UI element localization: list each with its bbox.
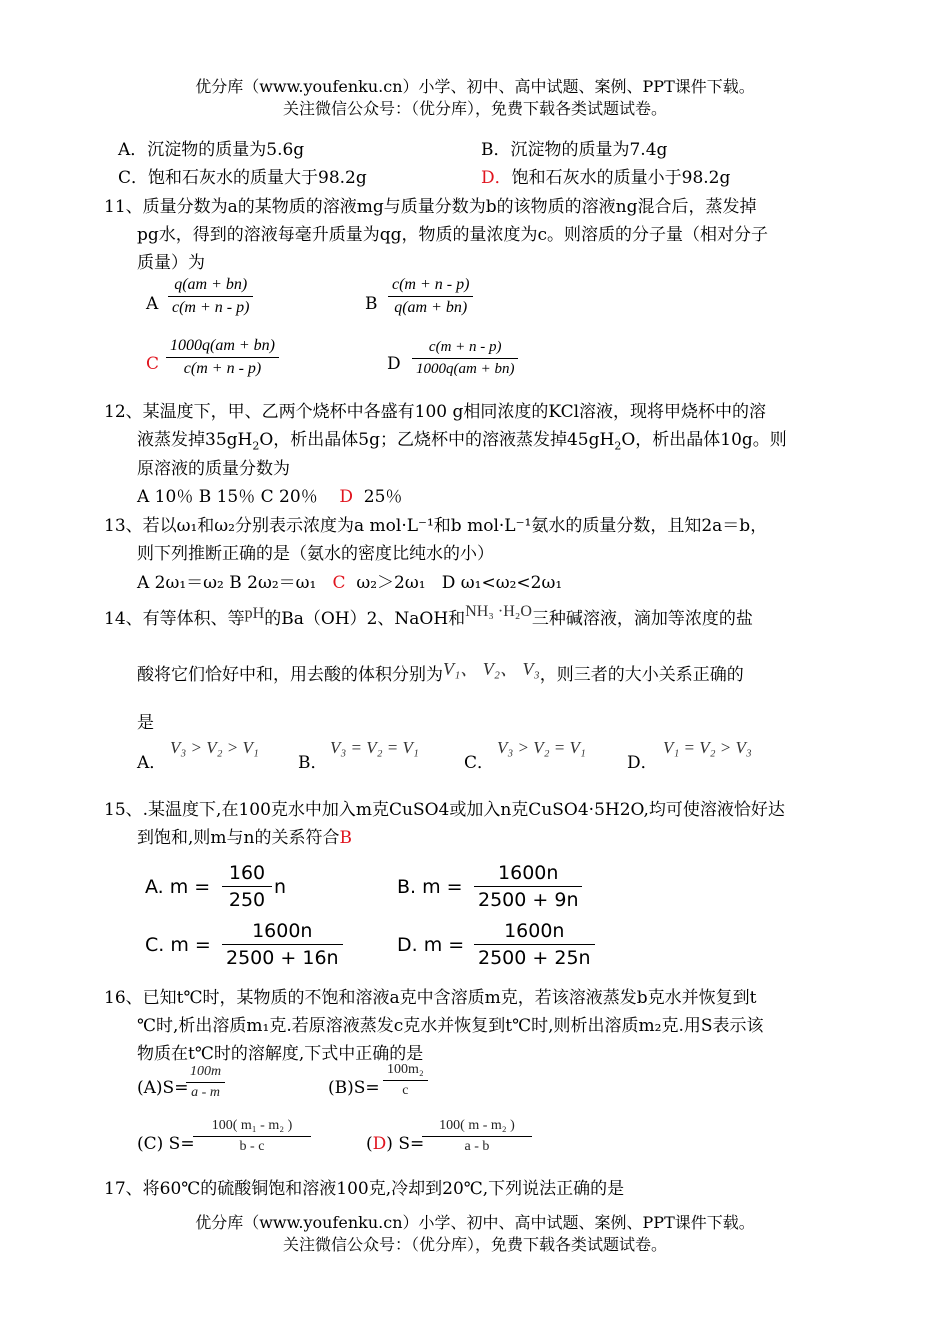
q14-stem-line-3: 是	[137, 713, 154, 733]
q11-option-b-label: B	[365, 294, 378, 314]
q11-d-denominator: 1000q(am + bn)	[416, 361, 515, 377]
q11-c-numerator: 1000q(am + bn)	[166, 337, 279, 358]
q14-line2-part2: ，则三者的大小关系正确的	[539, 665, 744, 685]
q11-option-a-fraction	[168, 276, 253, 317]
q12-line2-part3: O，析出晶体10g。则	[621, 430, 787, 450]
q15-d-denominator: 2500 + 25n	[478, 947, 591, 969]
q17-stem-line-1: 17、将60℃的硫酸铜饱和溶液100克,冷却到20℃,下列说法正确的是	[104, 1179, 625, 1199]
q11-stem-line-2: pg水，得到的溶液每毫升质量为qg，物质的量浓度为c。则溶质的分子量（相对分子	[137, 225, 769, 245]
q15-option-c-fraction	[222, 920, 343, 969]
q11-option-c-fraction	[166, 337, 279, 378]
q11-c-denominator: c(m + n - p)	[183, 360, 262, 377]
q12-line2-part2: O，析出晶体5g；乙烧杯中的溶液蒸发掉45gH	[259, 430, 615, 450]
q14-option-d-label: D．	[627, 753, 658, 773]
q14-option-b-expr: V₃ = V₂ = V₁	[330, 738, 419, 757]
q16-option-d-label	[366, 1134, 424, 1154]
q12-answer-marker: D	[339, 487, 353, 507]
q10-option-d-text: 饱和石灰水的质量小于98.2g	[511, 168, 731, 188]
q15-b-denominator: 2500 + 9n	[478, 889, 579, 911]
q15-line2-text: 到饱和,则m与n的关系符合	[137, 828, 340, 848]
q16-d-denominator: a - b	[464, 1139, 490, 1154]
q14-stem-line-2	[137, 660, 744, 686]
q14-line1-part3: 三种碱溶液，滴加等浓度的盐	[531, 609, 753, 629]
q14-nh3-formula: NH₃ ·H₂O	[465, 603, 532, 620]
q11-option-a-label: A	[146, 294, 159, 314]
q13-option-c-text: ω₂＞2ω₁	[356, 573, 426, 593]
q10-option-d	[481, 163, 730, 188]
q15-option-a-prefix: A. m =	[145, 876, 211, 898]
q13-option-d: D ω₁<ω₂<2ω₁	[441, 573, 563, 593]
q15-stem-line-2	[137, 823, 352, 848]
q13-options	[137, 568, 562, 593]
q16-c-denominator: b - c	[239, 1139, 265, 1154]
q14-option-c-label: C．	[464, 753, 495, 773]
q16-d-numerator: 100( m - m₂ )	[422, 1118, 532, 1137]
q12-options	[137, 482, 402, 507]
q16-option-b-label: (B)S=	[328, 1078, 380, 1098]
q11-a-numerator: q(am + bn)	[168, 276, 253, 297]
q15-option-d-fraction	[474, 920, 595, 969]
q11-b-numerator: c(m + n - p)	[388, 276, 473, 297]
q11-option-b-fraction	[388, 276, 473, 317]
q16-stem-line-3: 物质在t℃时的溶解度,下式中正确的是	[137, 1044, 424, 1064]
q16-b-denominator: c	[402, 1083, 409, 1098]
q16-option-c-label: (C) S=	[137, 1134, 195, 1154]
q15-a-numerator: 160	[222, 862, 272, 887]
q12-stem-line-3: 原溶液的质量分数为	[137, 459, 290, 479]
q16-b-numerator: 100m₂	[383, 1062, 428, 1081]
q11-stem-line-3: 质量）为	[137, 253, 205, 273]
q10-option-a: A．沉淀物的质量为5.6g	[118, 140, 305, 160]
q15-option-b-prefix: B. m =	[397, 876, 463, 898]
q16-answer-marker: D	[372, 1134, 387, 1154]
q15-option-a-fraction	[222, 862, 272, 911]
q14-ph-symbol: pH	[244, 605, 265, 622]
q15-option-c-prefix: C. m =	[145, 934, 211, 956]
q16-option-d-label-rest: ) S=	[386, 1134, 425, 1154]
q13-stem-line-2: 则下列推断正确的是（氨水的密度比纯水的小）	[137, 544, 494, 564]
q10-option-c: C．饱和石灰水的质量大于98.2g	[118, 168, 367, 188]
q15-b-numerator: 1600n	[474, 862, 582, 887]
q14-line1-part2: 的Ba（OH）2、NaOH和	[264, 609, 466, 629]
q16-c-numerator: 100( m₁ - m₂ )	[193, 1118, 311, 1137]
q16-stem-line-1: 16、已知t℃时，某物质的不饱和溶液a克中含溶质m克，若该溶液蒸发b克水并恢复到t	[104, 988, 757, 1008]
q13-options-ab: A 2ω₁＝ω₂ B 2ω₂＝ω₁	[137, 573, 317, 593]
footer-line-1: 优分库（www.youfenku.cn）小学、初中、高中试题、案例、PPT课件下载。	[195, 1213, 755, 1232]
q11-option-c-label: C	[146, 354, 160, 374]
q12-subscript-2: 2	[614, 439, 622, 453]
q15-c-denominator: 2500 + 16n	[226, 947, 339, 969]
q15-stem-line-1: 15、.某温度下,在100克水中加入m克CuSO4或加入n克CuSO4·5H2O,均可使溶液恰好达	[104, 800, 785, 820]
q14-line2-part1: 酸将它们恰好中和，用去酸的体积分别为	[137, 665, 443, 685]
q13-stem-line-1: 13、若以ω₁和ω₂分别表示浓度为a mol·L⁻¹和b mol·L⁻¹氨水的质量分数，且知2a＝b，	[104, 516, 768, 536]
q15-option-d-prefix: D. m =	[397, 934, 465, 956]
q14-stem-line-1	[104, 604, 753, 629]
q15-option-a-suffix: n	[274, 876, 287, 898]
q13-answer-marker: C	[332, 573, 346, 593]
q15-answer-marker: B	[339, 828, 352, 848]
q11-d-numerator: c(m + n - p)	[412, 339, 518, 359]
q14-option-d-expr: V₁ = V₂ > V₃	[663, 738, 752, 757]
q15-d-numerator: 1600n	[474, 920, 595, 945]
q11-a-denominator: c(m + n - p)	[172, 299, 250, 316]
q16-option-a-fraction	[186, 1064, 225, 1101]
q14-option-c-expr: V₃ > V₂ = V₁	[497, 738, 586, 757]
q14-option-b-label: B．	[298, 753, 328, 773]
q11-b-denominator: q(am + bn)	[394, 299, 468, 316]
q16-option-b-fraction	[383, 1062, 428, 1099]
q16-a-denominator: a - m	[191, 1085, 220, 1100]
q15-option-b-fraction	[474, 862, 582, 911]
q16-option-a-label: (A)S=	[137, 1078, 189, 1098]
q15-a-denominator: 250	[228, 889, 266, 911]
q11-stem-line-1: 11、质量分数为a的某物质的溶液mg与质量分数为b的该物质的溶液ng混合后，蒸发掉	[104, 197, 757, 217]
header-line-2: 关注微信公众号：（优分库），免费下载各类试题试卷。	[282, 99, 667, 118]
q10-option-b: B．沉淀物的质量为7.4g	[481, 140, 668, 160]
q12-stem-line-1: 12、某温度下，甲、乙两个烧杯中各盛有100 g相同浓度的KCl溶液，现将甲烧杯中的溶	[104, 402, 767, 422]
q12-option-d-text: 25％	[363, 487, 403, 507]
q16-stem-line-2: ℃时,析出溶质m₁克.若原溶液蒸发c克水并恢复到t℃时,则析出溶质m₂克.用S表示该	[137, 1016, 764, 1036]
q12-subscript-1: 2	[252, 439, 260, 453]
q12-line2-part1: 液蒸发掉35gH	[137, 430, 253, 450]
q12-options-abc: A 10％ B 15％ C 20％	[137, 487, 318, 507]
q11-option-d-fraction	[412, 339, 518, 378]
q11-option-d-label: D	[387, 354, 401, 374]
q16-a-numerator: 100m	[186, 1064, 225, 1083]
q14-option-a-expr: V₃ > V₂ > V₁	[170, 738, 259, 757]
q14-line1-part1: 14、有等体积、等	[104, 609, 245, 629]
q16-option-d-paren: (	[366, 1134, 373, 1154]
header-line-1: 优分库（www.youfenku.cn）小学、初中、高中试题、案例、PPT课件下载。	[195, 77, 755, 96]
footer-line-2: 关注微信公众号：（优分库），免费下载各类试题试卷。	[282, 1235, 667, 1254]
q12-stem-line-2	[137, 425, 787, 452]
q10-answer-marker: D．	[481, 168, 512, 188]
q14-volume-symbols: V₁、 V₂、 V₃	[443, 659, 540, 679]
q16-option-d-fraction	[422, 1118, 532, 1155]
q15-c-numerator: 1600n	[222, 920, 343, 945]
q16-option-c-fraction	[193, 1118, 311, 1155]
q14-option-a-label: A．	[137, 753, 167, 773]
